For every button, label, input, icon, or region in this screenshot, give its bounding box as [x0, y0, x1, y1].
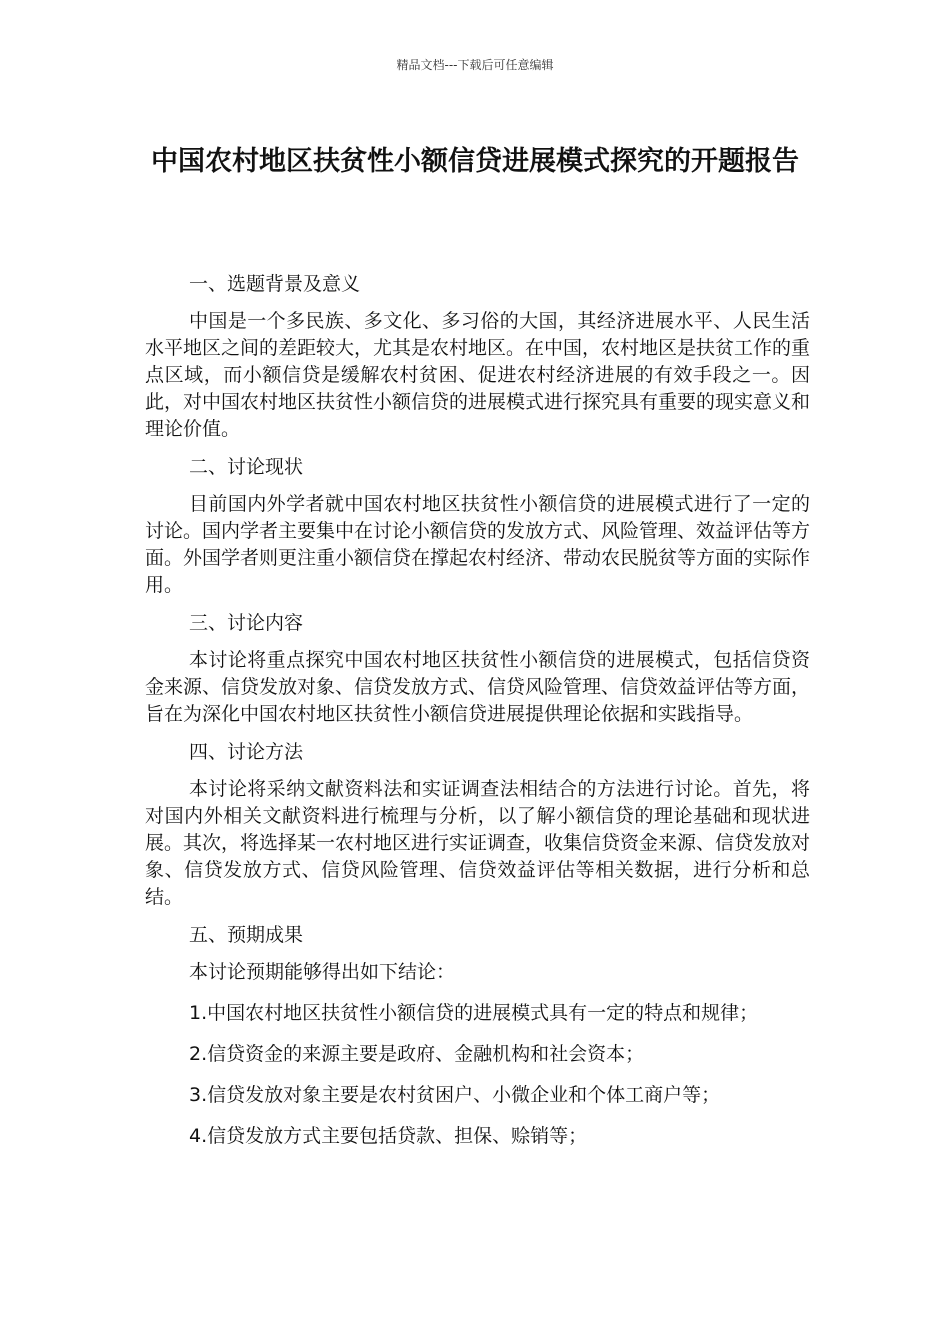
section-heading-results: 五、预期成果 — [189, 924, 304, 946]
section-paragraph-content: 本讨论将重点探究中国农村地区扶贫性小额信贷的进展模式，包括信贷资金来源、信贷发放对象、信贷发放方式、信贷风险管理、信贷效益评估等方面，旨在为深化中国农村地区扶贫性小额信贷进展提供理论依据和实践指导。 — [145, 649, 811, 725]
results-list-item: 4.信贷发放方式主要包括贷款、担保、赊销等； — [189, 1125, 588, 1147]
section-paragraph-status: 目前国内外学者就中国农村地区扶贫性小额信贷的进展模式进行了一定的讨论。国内学者主要集中在讨论小额信贷的发放方式、风险管理、效益评估等方面。外国学者则更注重小额信贷在撑起农村经济、带动农民脱贫等方面的实际作用。 — [145, 493, 811, 596]
section-paragraph-background: 中国是一个多民族、多文化、多习俗的大国，其经济进展水平、人民生活水平地区之间的差距较大，尤其是农村地区。在中国，农村地区是扶贫工作的重点区域，而小额信贷是缓解农村贫困、促进农村经济进展的有效手段之一。因此，对中国农村地区扶贫性小额信贷的进展模式进行探究具有重要的现实意义和理论价值。 — [145, 310, 811, 440]
section-paragraph-method: 本讨论将采纳文献资料法和实证调查法相结合的方法进行讨论。首先，将对国内外相关文献资料进行梳理与分析，以了解小额信贷的理论基础和现状进展。其次，将选择某一农村地区进行实证调查，收集信贷资金来源、信贷发放对象、信贷发放方式、信贷风险管理、信贷效益评估等相关数据，进行分析和总结。 — [145, 778, 811, 908]
section-heading-background: 一、选题背景及意义 — [189, 273, 361, 295]
document-title: 中国农村地区扶贫性小额信贷进展模式探究的开题报告 — [151, 146, 799, 177]
results-intro: 本讨论预期能够得出如下结论： — [189, 961, 456, 983]
section-heading-status: 二、讨论现状 — [189, 456, 304, 478]
page-header: 精品文档---下载后可任意编辑 — [396, 58, 554, 72]
section-heading-method: 四、讨论方法 — [189, 741, 304, 763]
results-list-item: 2.信贷资金的来源主要是政府、金融机构和社会资本； — [189, 1043, 645, 1065]
document-body — [145, 267, 810, 1149]
section-heading-content: 三、讨论内容 — [189, 612, 304, 634]
results-list-item: 3.信贷发放对象主要是农村贫困户、小微企业和个体工商户等； — [189, 1084, 721, 1106]
results-list-item: 1.中国农村地区扶贫性小额信贷的进展模式具有一定的特点和规律； — [189, 1002, 759, 1024]
